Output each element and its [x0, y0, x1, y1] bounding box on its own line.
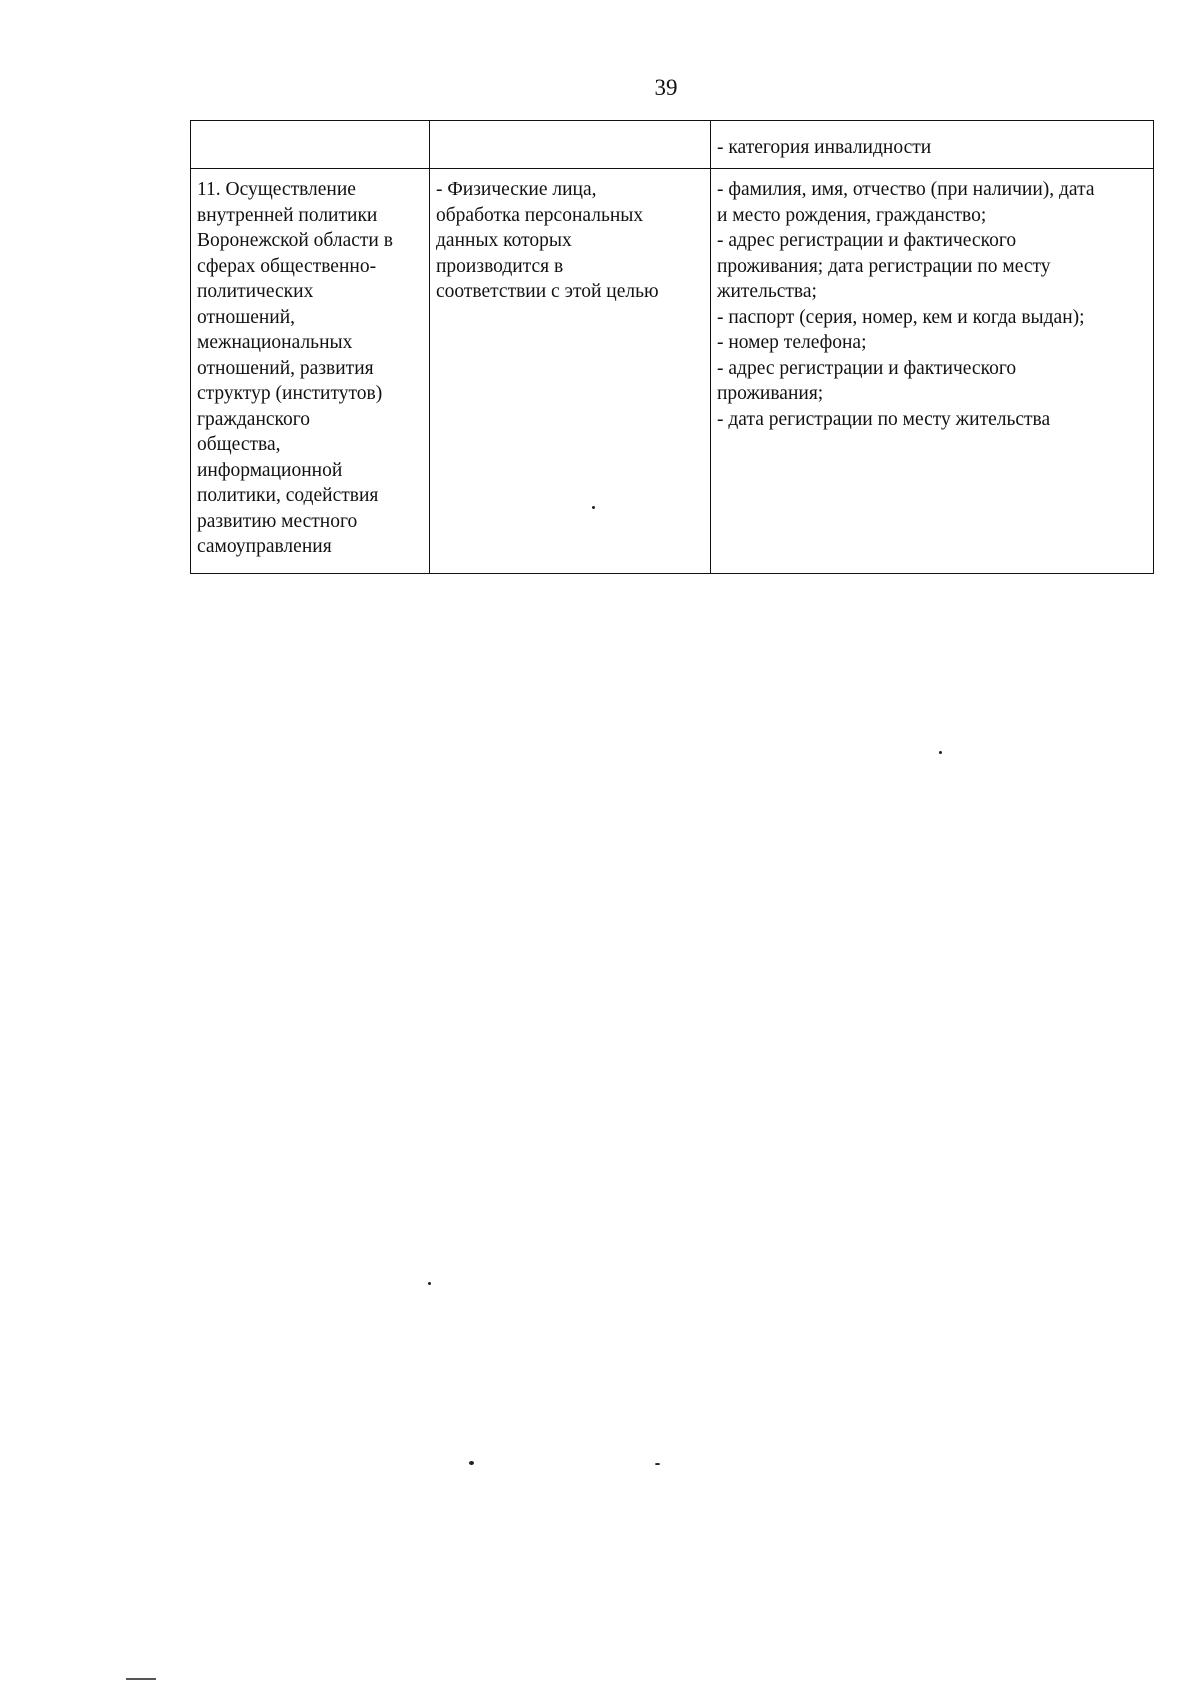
purpose-line: политических	[197, 281, 314, 302]
subjects-line: соответствии с этой целью	[436, 281, 659, 302]
data-list-line: проживания; дата регистрации по месту	[717, 255, 1051, 277]
data-list-line: - фамилия, имя, отчество (при наличии), дата	[717, 179, 1095, 200]
scan-speck	[428, 1282, 431, 1285]
scan-speck	[655, 1463, 660, 1465]
scan-speck	[469, 1461, 474, 1465]
purpose-line: внутренней политики	[197, 204, 378, 226]
data-list-line: - паспорт (серия, номер, кем и когда выдан);	[717, 306, 1085, 328]
data-list-line: жительства;	[717, 281, 817, 302]
subjects-line: производится в	[436, 255, 564, 277]
data-list-line: - адрес регистрации и фактического	[717, 230, 1017, 251]
table-cell-purpose	[191, 121, 430, 169]
purpose-line: информационной	[197, 459, 343, 481]
scan-mark	[126, 1678, 156, 1680]
table-cell-data-list	[711, 169, 1154, 574]
page-number: 39	[654, 75, 678, 100]
data-list-line: - категория инвалидности	[717, 137, 932, 158]
purpose-line: общества,	[197, 434, 281, 455]
purpose-line: межнациональных	[197, 332, 353, 353]
scan-speck	[939, 751, 942, 754]
data-list-line: - номер телефона;	[717, 332, 867, 353]
table-row	[191, 121, 1154, 169]
subjects-line: данных которых	[436, 230, 572, 251]
purpose-line: отношений,	[197, 306, 296, 328]
data-list-line: - адрес регистрации и фактического	[717, 357, 1017, 379]
scan-speck	[592, 506, 595, 509]
table-cell-data-list	[711, 121, 1154, 169]
table-cell-purpose	[191, 169, 430, 574]
purpose-line: структур (институтов)	[197, 383, 383, 404]
purpose-line: Воронежской области в	[197, 230, 393, 251]
table-row	[191, 169, 1154, 574]
purpose-line: гражданского	[197, 408, 311, 430]
table-cell-subjects	[430, 169, 711, 574]
data-list-line: - дата регистрации по месту жительства	[717, 408, 1051, 430]
purpose-line: политики, содействия	[197, 485, 379, 506]
data-list-line: и место рождения, гражданство;	[717, 204, 987, 226]
subjects-line: - Физические лица,	[436, 179, 597, 200]
purpose-line: сферах общественно-	[197, 255, 377, 277]
purpose-line: отношений, развития	[197, 357, 374, 379]
purpose-line: развитию местного	[197, 510, 358, 532]
subjects-line: обработка персональных	[436, 204, 644, 226]
personal-data-table	[190, 120, 1154, 574]
purpose-line: самоуправления	[197, 536, 332, 557]
table-cell-subjects	[430, 121, 711, 169]
data-list-line: проживания;	[717, 383, 824, 404]
purpose-line: 11. Осуществление	[197, 179, 356, 200]
